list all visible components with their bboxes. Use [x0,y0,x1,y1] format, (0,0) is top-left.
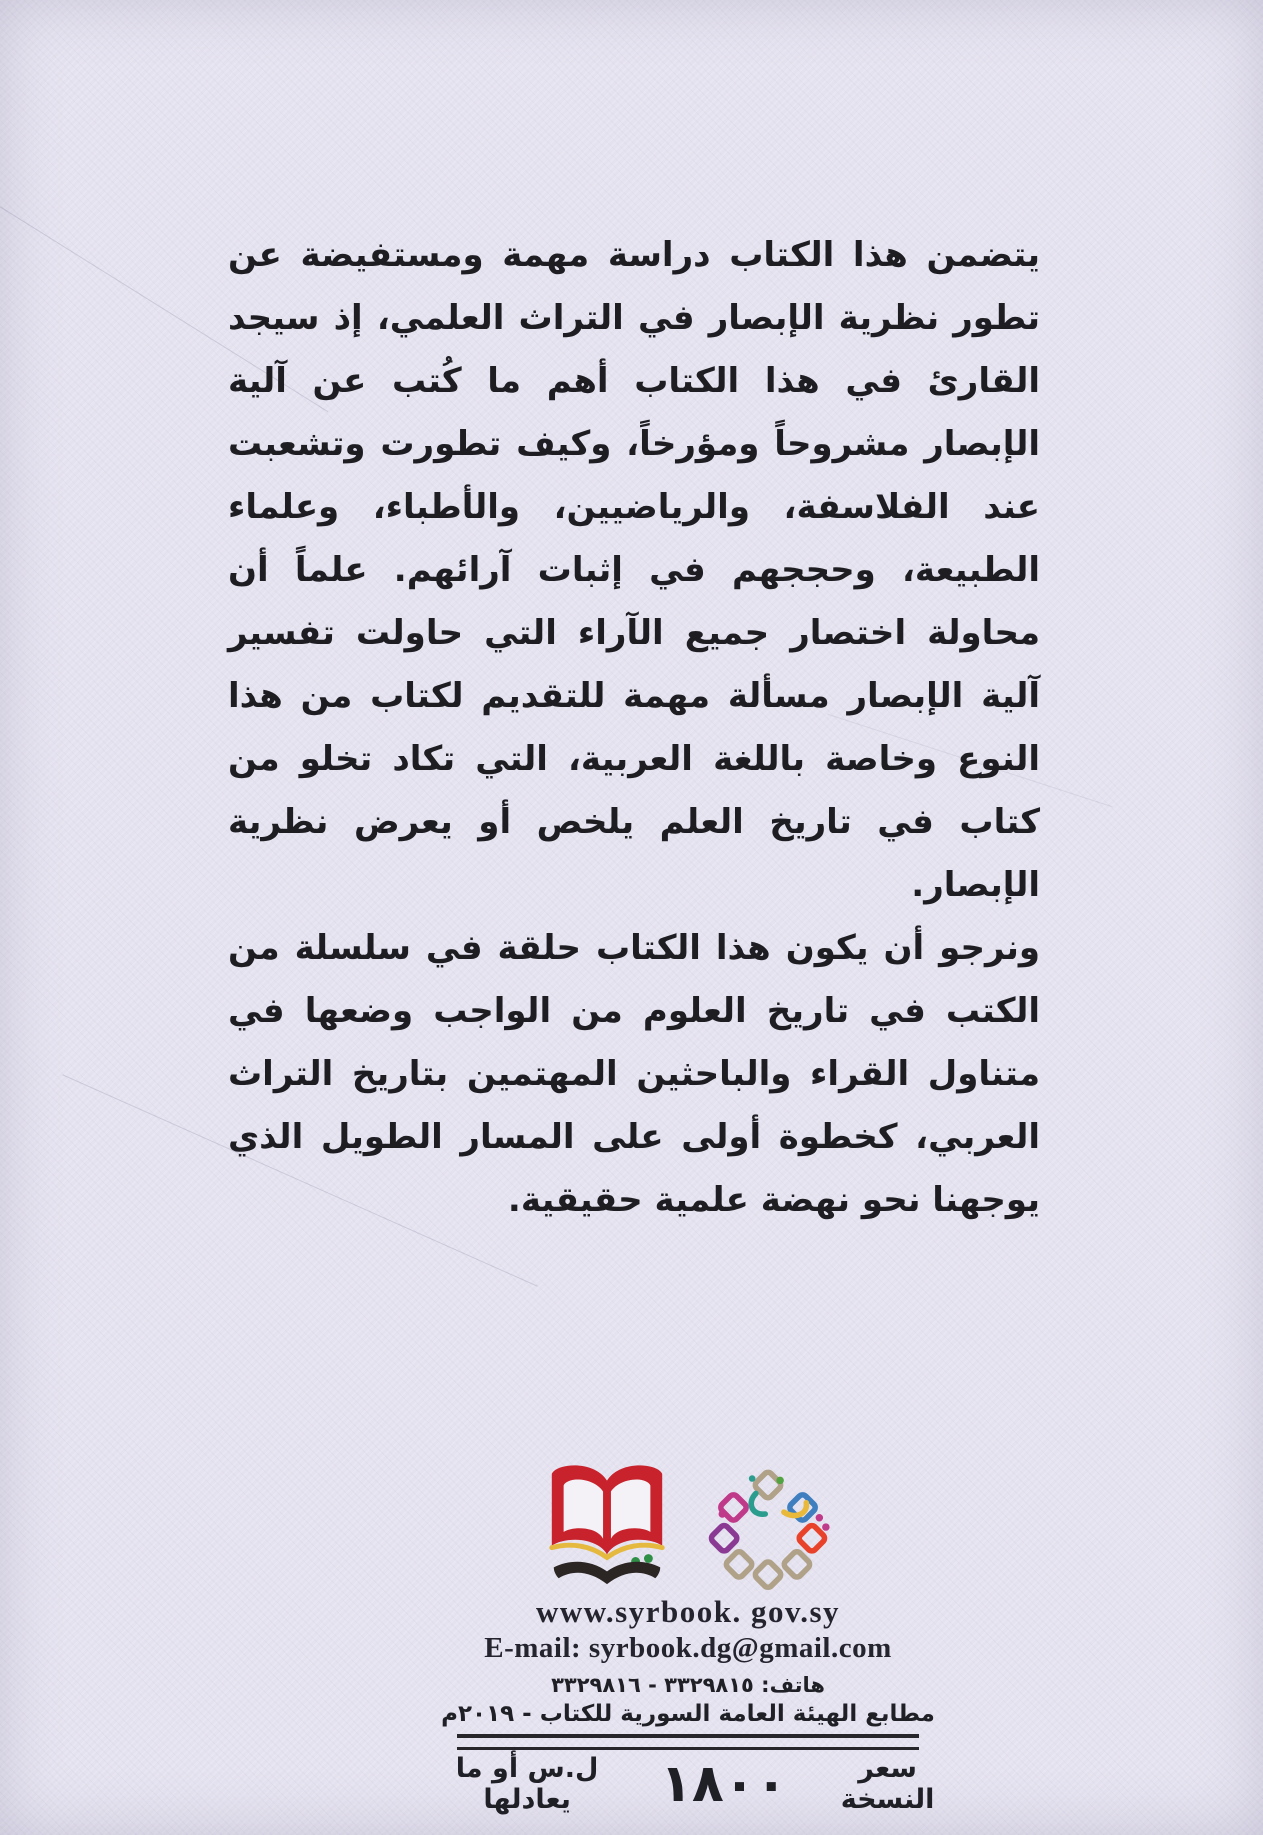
summary-paragraph-1: يتضمن هذا الكتاب دراسة مهمة ومستفيضة عن تطور نظرية الإبصار في التراث العلمي، إذ سيجد القارئ في هذا الكتاب أهم ما كُتب عن آلية الإبصار مشروحاً ومؤرخاً، وكيف تطورت وتشعبت عند الفلاسفة، والرياضيين، والأطباء، وعلماء الطبيعة، وحججهم في إثبات آرائهم. علماً أن محاولة اختصار جميع الآراء التي حاولت تفسير آلية الإبصار مسألة مهمة للتقديم لكتاب من هذا النوع وخاصة باللغة العربية، التي تكاد تخلو من كتاب في تاريخ العلم يلخص أو يعرض نظرية الإبصار. [228,235,1040,905]
price-suffix: ل.س أو ما يعادلها [455,1753,599,1815]
price-line [408,1753,968,1815]
footer-divider-rule [457,1734,919,1750]
culture-ring-logo-icon [698,1458,838,1602]
summary-paragraph-2: ونرجو أن يكون هذا الكتاب حلقة في سلسلة من الكتب في تاريخ العلوم من الواجب وضعها في متناول القراء والباحثين المهتمين بتاريخ التراث العربي، كخطوة أولى على المسار الطويل الذي يوجهنا نحو نهضة علمية حقيقية. [228,928,1040,1220]
publisher-email: E-mail: syrbook.dg@gmail.com [484,1632,892,1664]
publisher-footer [408,1458,968,1815]
price-prefix: سعر النسخة [840,1753,935,1815]
book-summary-text [228,224,1040,1232]
publisher-imprint-line: مطابع الهيئة العامة السورية للكتاب - ٢٠١٩م [441,1701,935,1727]
publisher-website: www.syrbook. gov.sy [535,1594,841,1629]
publisher-phone: هاتف: ٣٣٢٩٨١٥ - ٣٣٢٩٨١٦ [551,1673,825,1697]
price-value: ١٨٠٠ [660,1754,788,1814]
publisher-logos [408,1458,968,1598]
open-book-flag-logo-icon [538,1458,676,1594]
